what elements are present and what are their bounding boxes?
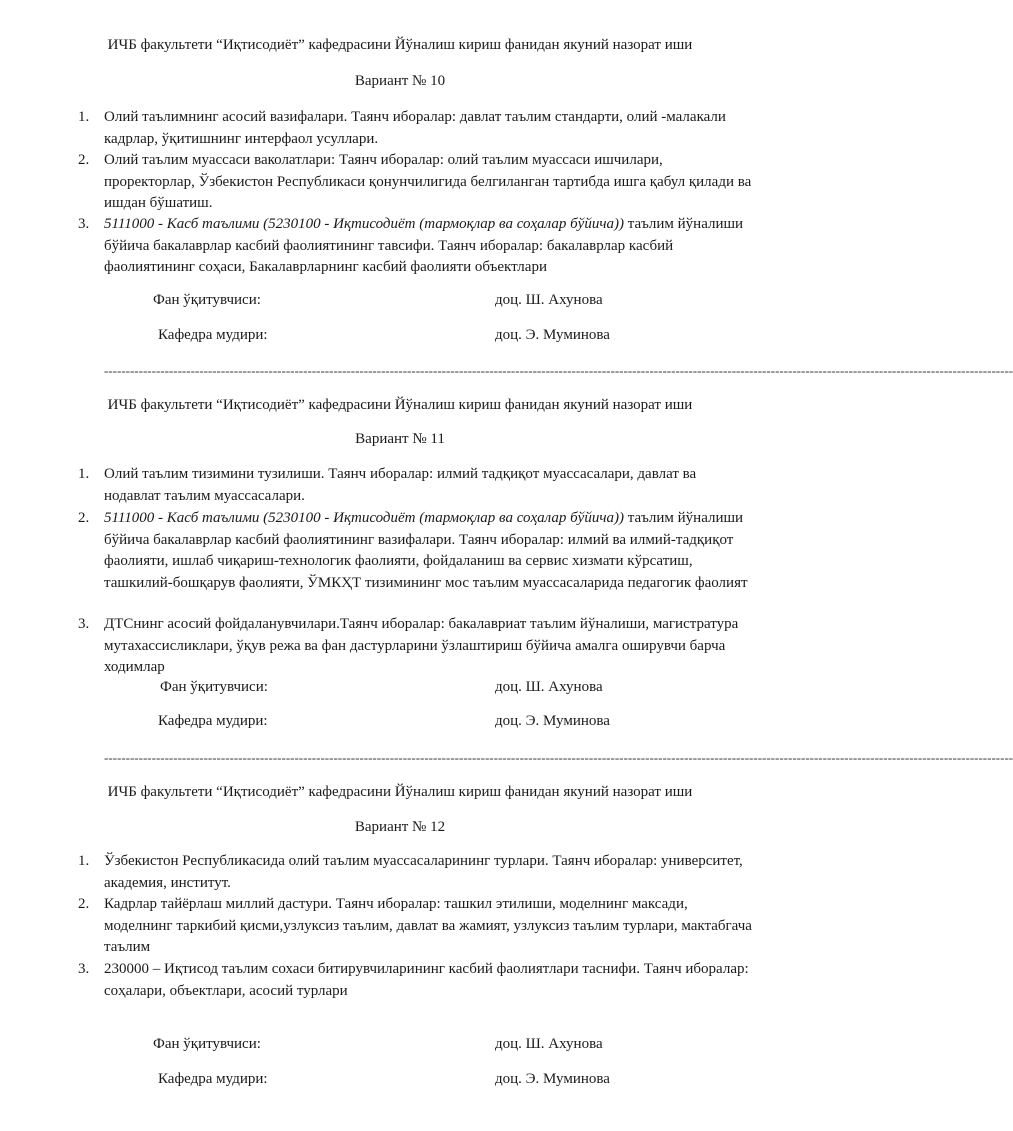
question-text: Кадрлар тайёрлаш миллий дастури. Таянч иборалар: ташкил этилиши, моделнинг максади, моделнинг таркибий қисми,узлуксиз таълим, давлат ва жамият, узлуксиз таълим турлари, мактабгача таълим bbox=[104, 896, 752, 955]
question-number: 3. bbox=[78, 961, 90, 977]
question-number: 1. bbox=[78, 466, 90, 482]
question-item bbox=[78, 107, 754, 150]
head-label: Кафедра мудири: bbox=[158, 327, 268, 343]
teacher-label: Фан ўқитувчиси: bbox=[153, 1036, 261, 1052]
question-text: 230000 – Иқтисод таълим сохаси битирувчиларининг касбий фаолиятлари таснифи. Таянч иборалар: соҳалари, объектлари, асосий турлари bbox=[104, 961, 749, 999]
question-text: Олий таълим тизимини тузилиши. Таянч иборалар: илмий тадқиқот муассасалари, давлат ва нодавлат таълим муассасалари. bbox=[104, 466, 697, 504]
question-text: Олий таълим муассаси ваколатлари: Таянч иборалар: олий таълим муассаси ишчилари, проректорлар, Ўзбекистон Республикаси қонунчилигида белгиланган тартибда ишга қабул қилади ва ишдан бўшатиш. bbox=[104, 152, 752, 211]
question-item bbox=[78, 959, 754, 1002]
separator-line: ------------------------------------------------------------------------------------------------------------------------------------------------------------------------------------------------------------------ bbox=[104, 750, 1013, 765]
question-number: 1. bbox=[78, 853, 90, 869]
exam-heading: ИЧБ факультети “Иқтисодиёт” кафедрасини Йўналиш кириш фанидан якуний назорат иши bbox=[107, 397, 693, 413]
separator-line: ------------------------------------------------------------------------------------------------------------------------------------------------------------------------------------------------------------------ bbox=[104, 363, 1013, 378]
question-text: ДТСнинг асосий фойдаланувчилари.Таянч иборалар: бакалавриат таълим йўналиши, магистратура мутахассисликлари, ўқув режа ва фан дастурларини ўзлаштириш бўйича амалга оширувчи барча ходимлар bbox=[104, 616, 739, 675]
head-name: доц. Э. Муминова bbox=[495, 327, 610, 343]
question-text: таълим йўналиши бўйича бакалаврлар касбий фаолиятининг вазифалари. Таянч иборалар: илмий ва илмий-тадқиқот фаолияти, ишлаб чиқариш-технологик фаолияти, фойдаланиш ва сервис хизмати кўрсатиш, ташкилий-бошқарув фаолияти, ЎМКҲТ тизимининг мос таълим муассасаларида педагогик фаолият bbox=[104, 510, 748, 591]
head-label: Кафедра мудири: bbox=[158, 713, 268, 729]
head-label: Кафедра мудири: bbox=[158, 1071, 268, 1087]
head-name: доц. Э. Муминова bbox=[495, 713, 610, 729]
question-italic-text: 5111000 - Касб таълими (5230100 - Иқтисодиёт (тармоқлар ва соҳалар бўйича)) bbox=[104, 510, 624, 526]
question-item bbox=[78, 894, 754, 959]
variant-label: Вариант № 11 bbox=[355, 431, 445, 447]
question-number: 3. bbox=[78, 216, 90, 232]
variant-label: Вариант № 12 bbox=[354, 819, 446, 835]
question-item bbox=[78, 214, 754, 279]
question-text: Олий таълимнинг асосий вазифалари. Таянч иборалар: давлат таълим стандарти, олий -малакали кадрлар, ўқитишнинг интерфаол усуллари. bbox=[104, 109, 726, 147]
teacher-label: Фан ўқитувчиси: bbox=[160, 679, 268, 695]
question-number: 2. bbox=[78, 152, 90, 168]
question-item bbox=[78, 150, 754, 215]
question-number: 1. bbox=[78, 109, 90, 125]
question-item bbox=[78, 464, 754, 507]
question-text: таълим йўналиши бўйича бакалаврлар касбий фаолиятининг тавсифи. Таянч иборалар: бакалаврлар касбий фаолиятининг соҳаси, Бакалаврларнинг касбий фаолияти объектлари bbox=[104, 216, 744, 275]
teacher-name: доц. Ш. Ахунова bbox=[495, 292, 603, 308]
teacher-label: Фан ўқитувчиси: bbox=[153, 292, 261, 308]
question-item bbox=[78, 508, 754, 594]
exam-heading: ИЧБ факультети “Иқтисодиёт” кафедрасини Йўналиш кириш фанидан якуний назорат иши bbox=[107, 37, 693, 53]
teacher-name: доц. Ш. Ахунова bbox=[495, 1036, 603, 1052]
question-number: 2. bbox=[78, 510, 90, 526]
question-italic-text: 5111000 - Касб таълими (5230100 - Иқтисодиёт (тармоқлар ва соҳалар бўйича)) bbox=[104, 216, 624, 232]
teacher-name: доц. Ш. Ахунова bbox=[495, 679, 603, 695]
question-number: 3. bbox=[78, 616, 90, 632]
variant-label: Вариант № 10 bbox=[354, 73, 446, 89]
exam-heading: ИЧБ факультети “Иқтисодиёт” кафедрасини Йўналиш кириш фанидан якуний назорат иши bbox=[107, 784, 693, 800]
question-item bbox=[78, 614, 754, 679]
head-name: доц. Э. Муминова bbox=[495, 1071, 610, 1087]
question-item bbox=[78, 851, 754, 894]
question-text: Ўзбекистон Республикасида олий таълим муассасаларининг турлари. Таянч иборалар: университет, академия, институт. bbox=[104, 853, 743, 891]
question-number: 2. bbox=[78, 896, 90, 912]
